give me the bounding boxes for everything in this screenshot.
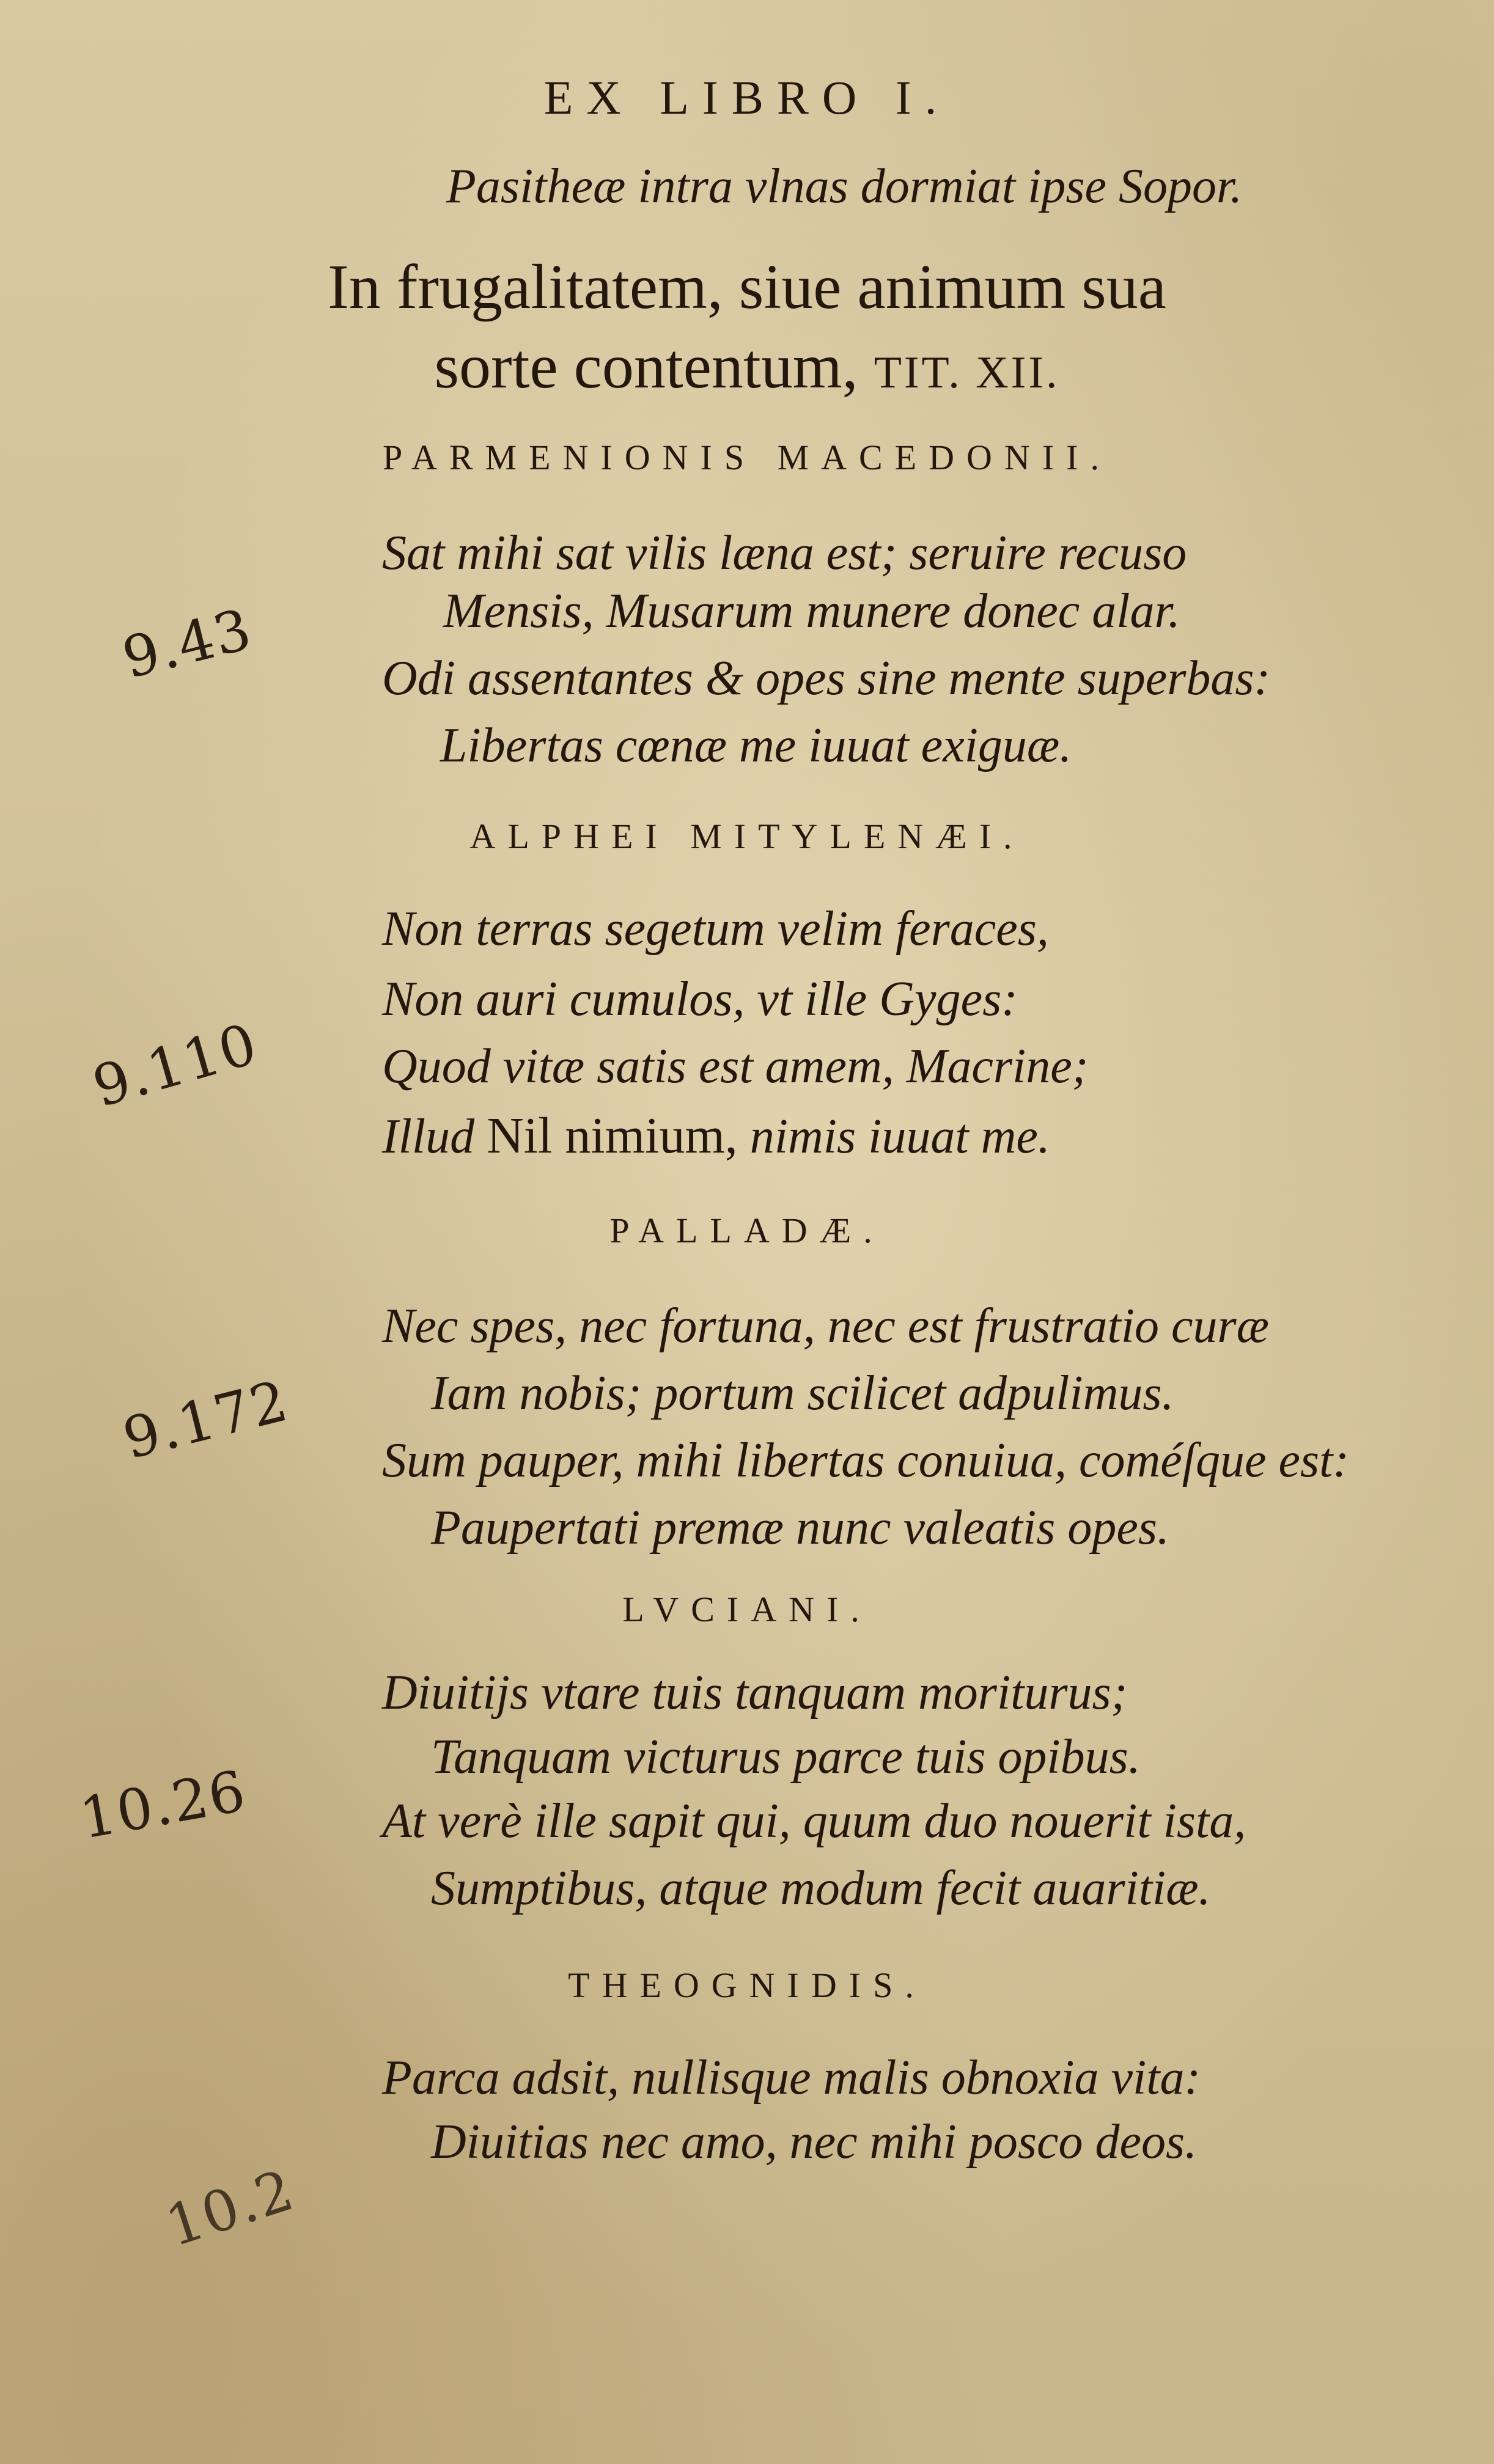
handwritten-margin-note: 10.26	[75, 1758, 251, 1852]
verse-line: Mensis, Musarum munere donec alar.	[443, 584, 1180, 638]
opening-verse-line: Pasitheæ intra vlnas dormiat ipse Sopor.	[446, 160, 1243, 213]
verse-line: Diuitijs vtare tuis tanquam moriturus;	[382, 1666, 1128, 1720]
verse-line: Non auri cumulos, vt ille Gyges:	[382, 972, 1018, 1026]
verse-line: Libertas cœnæ me iuuat exiguæ.	[440, 719, 1072, 772]
verse-line: Nec spes, nec fortuna, nec est frustratio curæ	[382, 1299, 1269, 1353]
verse-line: Iam nobis; portum scilicet adpulimus.	[431, 1366, 1174, 1420]
verse-line-tail: nimis iuuat me.	[749, 1110, 1050, 1164]
verse-line: At verè ille sapit qui, quum duo nouerit ista,	[382, 1794, 1246, 1848]
epigram-author: PALLADÆ.	[609, 1211, 885, 1250]
epigram-author: ALPHEI MITYLENÆI.	[469, 816, 1025, 856]
epigram-author: LVCIANI.	[622, 1590, 872, 1629]
handwritten-margin-note: 9.172	[117, 1368, 295, 1472]
section-title-line-2	[0, 330, 1494, 403]
verse-line: Non terras segetum velim feraces,	[382, 902, 1049, 956]
verse-line: Quod vitæ satis est amem, Macrine;	[382, 1040, 1089, 1093]
section-title-number: TIT. XII.	[874, 348, 1060, 398]
running-head: EX LIBRO I.	[543, 71, 951, 124]
verse-line: Odi assentantes & opes sine mente superbas:	[382, 651, 1271, 705]
verse-roman-phrase: Nil nimium,	[487, 1107, 738, 1164]
verse-line: Diuitias nec amo, nec mihi posco deos.	[431, 2115, 1198, 2169]
verse-line: Paupertati premæ nunc valeatis opes.	[431, 1501, 1169, 1555]
verse-line: Parca adsit, nullisque malis obnoxia vita:	[382, 2051, 1201, 2105]
section-title-text: sorte contentum,	[434, 331, 858, 402]
verse-line: Sat mihi sat vilis læna est; seruire recuso	[382, 526, 1187, 580]
epigram-author: THEOGNIDIS.	[568, 1965, 926, 2005]
verse-line: Sum pauper, mihi libertas conuiua, coméſque est:	[382, 1434, 1349, 1487]
verse-line	[382, 1106, 1050, 1165]
handwritten-margin-note: 10.2	[158, 2157, 303, 2260]
handwritten-margin-note: 9.110	[86, 1011, 265, 1120]
verse-line: Tanquam victurus parce tuis opibus.	[431, 1730, 1141, 1784]
section-title-line-1: In frugalitatem, siue animum sua	[328, 252, 1166, 322]
handwritten-margin-note: 9.43	[116, 596, 259, 692]
epigram-author: PARMENIONIS MACEDONII.	[383, 438, 1111, 477]
verse-line: Sumptibus, atque modum fecit auaritiæ.	[431, 1861, 1211, 1915]
verse-word-illud: Illud	[382, 1110, 475, 1164]
